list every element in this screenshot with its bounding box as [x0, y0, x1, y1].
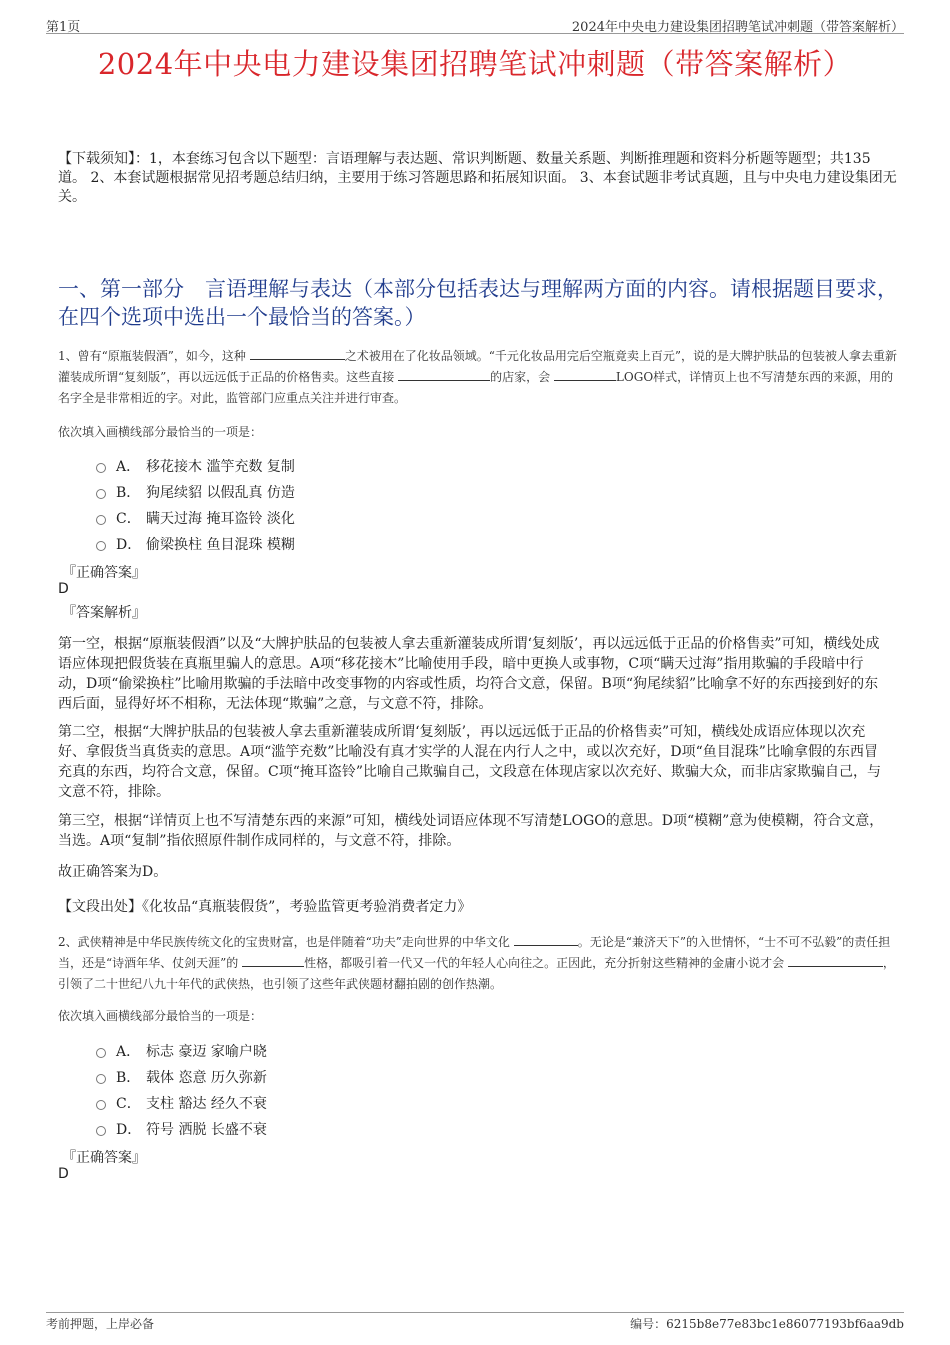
download-notice: 【下载须知】：1，本套练习包含以下题型：言语理解与表达题、常识判断题、数量关系题、判断推理题和资料分析题等题型；共135道。 2、本套试题根据常见招考题总结归纳，主要用于练习答题思路和拓展知识面。 3、本套试题非考试真题，且与中央电力建设集团无关。 [58, 151, 897, 205]
radio-icon[interactable] [96, 541, 106, 551]
radio-icon[interactable] [96, 1100, 106, 1110]
header-doc-title: 2024年中央电力建设集团招聘笔试冲刺题（带答案解析） [571, 20, 904, 35]
fill-blank [514, 933, 578, 946]
option-letter: B． [116, 485, 141, 501]
q1-answer: D [58, 581, 69, 597]
q1-text-3: 的店家，会 [490, 370, 554, 384]
q2-text-3: 性格，都吸引着一代又一代的年轻人心向往之。正因此，充分折射这些精神的金庸小说才会 [304, 956, 788, 970]
option-text: 狗尾续貂 以假乱真 仿造 [146, 485, 295, 501]
q1-option-d[interactable] [96, 534, 295, 554]
q1-analysis-label: 『答案解析』 [62, 605, 146, 621]
radio-icon[interactable] [96, 463, 106, 473]
option-letter: A． [116, 459, 141, 475]
q1-text-1: 1、曾有“原瓶装假酒”，如今，这种 [58, 349, 250, 363]
q2-option-b[interactable] [96, 1067, 267, 1087]
option-text: 偷梁换柱 鱼目混珠 模糊 [146, 537, 295, 553]
footer-slogan: 考前押题，上岸必备 [46, 1317, 155, 1331]
question-1-stem [58, 346, 898, 409]
footer-doc-id: 编号：6215b8e77e83bc1e86077193bf6aa9db [630, 1317, 904, 1331]
fill-blank [242, 954, 304, 967]
fill-blank [788, 954, 883, 967]
q1-text-4: LOGO样式，详情页上也不写清楚东西的来源，用的名字全是非常相近的字。对此，监管部门应重点关注并进行审查。 [58, 370, 894, 405]
radio-icon[interactable] [96, 1126, 106, 1136]
q2-text-1: 2、武侠精神是中华民族传统文化的宝贵财富，也是伴随着“功夫”走向世界的中华文化 [58, 935, 514, 949]
option-letter: C． [116, 1096, 141, 1112]
radio-icon[interactable] [96, 1048, 106, 1058]
q1-conclusion: 故正确答案为D。 [58, 864, 168, 880]
fill-blank [398, 368, 490, 381]
option-letter: A． [116, 1044, 141, 1060]
q1-analysis-para-2: 第二空，根据“大牌护肤品的包装被人拿去重新灌装成所谓‘复刻版’，再以远远低于正品的价格售卖”可知，横线处成语应体现以次充好、拿假货当真货卖的意思。A项“滥竽充数”比喻没有真才实学的人混在内行人之中，或以次充好，D项“鱼目混珠”比喻拿假的东西冒充真的东西，均符合文意，保留。C项“掩耳盗铃”比喻自己欺骗自己，文段意在体现店家以次充好、欺骗大众，而非店家欺骗自己，与文意不符，排除。 [58, 724, 882, 800]
q2-text-2: 。无论是“兼济天下”的入世情怀，“士不可不弘毅”的责任担当，还是“诗酒年华、仗剑天涯”的 [58, 935, 891, 970]
q2-option-d[interactable] [96, 1119, 267, 1139]
q1-option-c[interactable] [96, 508, 295, 528]
q2-answer-label: 『正确答案』 [62, 1150, 146, 1166]
q1-option-a[interactable] [96, 456, 295, 476]
option-letter: C． [116, 511, 141, 527]
option-letter: D． [116, 537, 142, 553]
fill-blank [554, 368, 616, 381]
q1-prompt: 依次填入画横线部分最恰当的一项是： [58, 425, 263, 439]
option-text: 瞒天过海 掩耳盗铃 淡化 [146, 511, 295, 527]
q1-analysis-para-3: 第三空，根据“详情页上也不写清楚东西的来源”可知，横线处词语应体现不写清楚LOGO的意思。D项“模糊”意为使模糊，符合文意，当选。A项“复制”指依照原件制作成同样的，与文意不符，排除。 [58, 813, 884, 849]
q1-option-b[interactable] [96, 482, 295, 502]
q1-source: 【文段出处】《化妆品“真瓶装假货”，考验监管更考验消费者定力》 [58, 899, 472, 915]
q2-option-a[interactable] [96, 1041, 267, 1061]
q2-option-c[interactable] [96, 1093, 267, 1113]
radio-icon[interactable] [96, 1074, 106, 1084]
q2-prompt: 依次填入画横线部分最恰当的一项是： [58, 1009, 263, 1023]
q1-analysis-para-1: 第一空，根据“原瓶装假酒”以及“大牌护肤品的包装被人拿去重新灌装成所谓‘复刻版’，再以远远低于正品的价格售卖”可知，横线处成语应体现把假货装在真瓶里骗人的意思。A项“移花接木”比喻使用手段，暗中更换人或事物，C项“瞒天过海”指用欺骗的手段暗中行动，D项“偷梁换柱”比喻用欺骗的手法暗中改变事物的内容或性质，均符合文意，保留。B项“狗尾续貂”比喻拿不好的东西接到好的东西后面，显得好坏不相称，无法体现“欺骗”之意，与文意不符，排除。 [58, 636, 880, 712]
footer-divider [46, 1312, 904, 1313]
q1-text-2: 之术被用在了化妆品领域。“千元化妆品用完后空瓶竟卖上百元”，说的是大牌护肤品的包装被人拿去重新灌装成所谓“复刻版”，再以远远低于正品的价格售卖。这些直接 [58, 349, 898, 384]
option-text: 支柱 豁达 经久不衰 [146, 1096, 267, 1112]
option-text: 符号 洒脱 长盛不衰 [146, 1122, 267, 1138]
q2-text-4: ，引领了二十世纪八九十年代的武侠热，也引领了这些年武侠题材翻拍剧的创作热潮。 [58, 956, 895, 991]
option-text: 移花接木 滥竽充数 复制 [146, 459, 295, 475]
fill-blank [250, 347, 345, 360]
document-title: 2024年中央电力建设集团招聘笔试冲刺题（带答案解析） [97, 47, 853, 81]
page-number: 第1页 [46, 20, 81, 35]
radio-icon[interactable] [96, 489, 106, 499]
section-title: 一、第一部分 言语理解与表达（本部分包括表达与理解两方面的内容。请根据题目要求，在四个选项中选出一个最恰当的答案。） [58, 277, 898, 329]
option-text: 标志 豪迈 家喻户晓 [146, 1044, 267, 1060]
option-text: 载体 恣意 历久弥新 [146, 1070, 267, 1086]
q1-answer-label: 『正确答案』 [62, 565, 146, 581]
option-letter: D． [116, 1122, 142, 1138]
option-letter: B． [116, 1070, 141, 1086]
header-divider [46, 33, 904, 34]
question-2-stem [58, 932, 898, 995]
q2-answer: D [58, 1166, 69, 1182]
radio-icon[interactable] [96, 515, 106, 525]
